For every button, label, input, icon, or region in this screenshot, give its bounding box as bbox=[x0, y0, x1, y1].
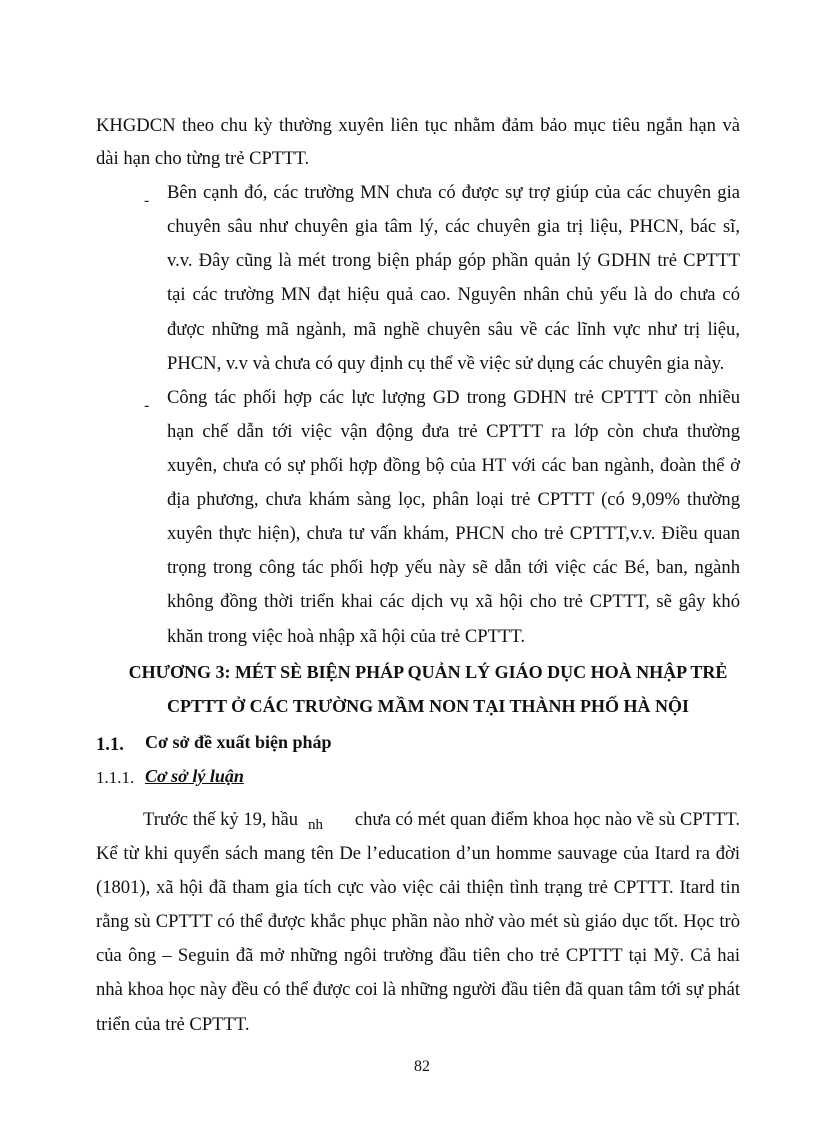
continuation-line: dài hạn cho từng trẻ CPTTT. bbox=[96, 148, 310, 169]
section-number: 1.1. bbox=[96, 734, 124, 755]
paragraph-first-line-end: chưa có mét quan điểm khoa học nào về sù CPTTT. bbox=[354, 809, 740, 830]
chapter-title-line: CHƯƠNG 3: MÉT SÈ BIỆN PHÁP QUẢN LÝ GIÁO DỤC HOÀ NHẬP TRẺ bbox=[128, 662, 728, 682]
bullet-2-line: hạn chế dẫn tới việc vận động đưa trẻ CPTTT ra lớp còn chưa thường bbox=[167, 421, 740, 442]
bullet-2-line: không đồng thời triển khai các dịch vụ xã hội cho trẻ CPTTT, sẽ gây khó bbox=[167, 591, 740, 612]
bullet-2-line: xuyên, chưa có sự phối hợp đồng bộ của HT với các ban ngành, đoàn thể ở bbox=[167, 455, 740, 476]
paragraph-line: triển của trẻ CPTTT. bbox=[96, 1014, 250, 1035]
bullet-2-line: Công tác phối hợp các lực lượng GD trong GDHN trẻ CPTTT còn nhiều bbox=[167, 387, 740, 408]
paragraph-line: nhà khoa học này đều có thể được coi là những người đầu tiên đã quan tâm tới sự phát bbox=[96, 979, 740, 1000]
bullet-1-line: được những mã ngành, mã nghề chuyên sâu về các lĩnh vực như trị liệu, bbox=[167, 319, 740, 340]
paragraph-first-line-start: Trước thế kỷ 19, hầu bbox=[143, 809, 299, 830]
continuation-line: KHGDCN theo chu kỳ thường xuyên liên tục nhằm đảm bảo mục tiêu ngắn hạn và bbox=[96, 115, 740, 136]
paragraph-line: (1801), xã hội đã tham gia tích cực vào việc cải thiện tình trạng trẻ CPTTT. Itard tin bbox=[96, 877, 740, 898]
bullet-1-line: Bên cạnh đó, các trường MN chưa có được sự trợ giúp của các chuyên gia bbox=[167, 182, 740, 203]
paragraph-inline-fragment: nh bbox=[308, 817, 323, 833]
bullet-1-line: tại các trường MN đạt hiệu quả cao. Nguyên nhân chủ yếu là do chưa có bbox=[167, 284, 740, 305]
bullet-2-line: địa phương, chưa khám sàng lọc, phân loại trẻ CPTTT (có 9,09% thường bbox=[167, 489, 740, 510]
bullet-marker: - bbox=[144, 192, 150, 209]
bullet-1-line: chuyên sâu như chuyên gia tâm lý, các chuyên gia trị liệu, PHCN, bác sĩ, bbox=[167, 216, 740, 237]
bullet-marker: - bbox=[144, 397, 150, 414]
paragraph-line: rằng sù CPTTT có thể được khắc phục phần nào nhờ vào mét sù giáo dục tốt. Học trò bbox=[96, 911, 740, 932]
subsection-title: Cơ sở lý luận bbox=[145, 766, 244, 786]
page-number: 82 bbox=[414, 1058, 430, 1075]
bullet-2-line: trọng trong công tác phối hợp yếu này sẽ dẫn tới việc các Bé, ban, ngành bbox=[167, 557, 740, 578]
paragraph-line: của ông – Seguin đã mở những ngôi trường đầu tiên cho trẻ CPTTT tại Mỹ. Cả hai bbox=[96, 945, 740, 966]
section-title: Cơ sở đề xuất biện pháp bbox=[145, 732, 332, 752]
paragraph-line: Kể từ khi quyển sách mang tên De l’education d’un homme sauvage của Itard ra đời bbox=[96, 843, 740, 864]
bullet-1-line: v.v. Đây cũng là mét trong biện pháp góp phần quản lý GDHN trẻ CPTTT bbox=[167, 250, 740, 271]
chapter-title-line: CPTTT Ở CÁC TRƯỜNG MẦM NON TẠI THÀNH PHỐ HÀ NỘI bbox=[166, 696, 690, 716]
subsection-number: 1.1.1. bbox=[96, 768, 135, 787]
bullet-1-line: PHCN, v.v và chưa có quy định cụ thể về việc sử dụng các chuyên gia này. bbox=[167, 353, 725, 374]
bullet-2-line: khăn trong việc hoà nhập xã hội của trẻ CPTTT. bbox=[167, 626, 525, 647]
bullet-2-line: xuyên thực hiện), chưa tư vấn khám, PHCN cho trẻ CPTTT,v.v. Điều quan bbox=[167, 523, 740, 544]
